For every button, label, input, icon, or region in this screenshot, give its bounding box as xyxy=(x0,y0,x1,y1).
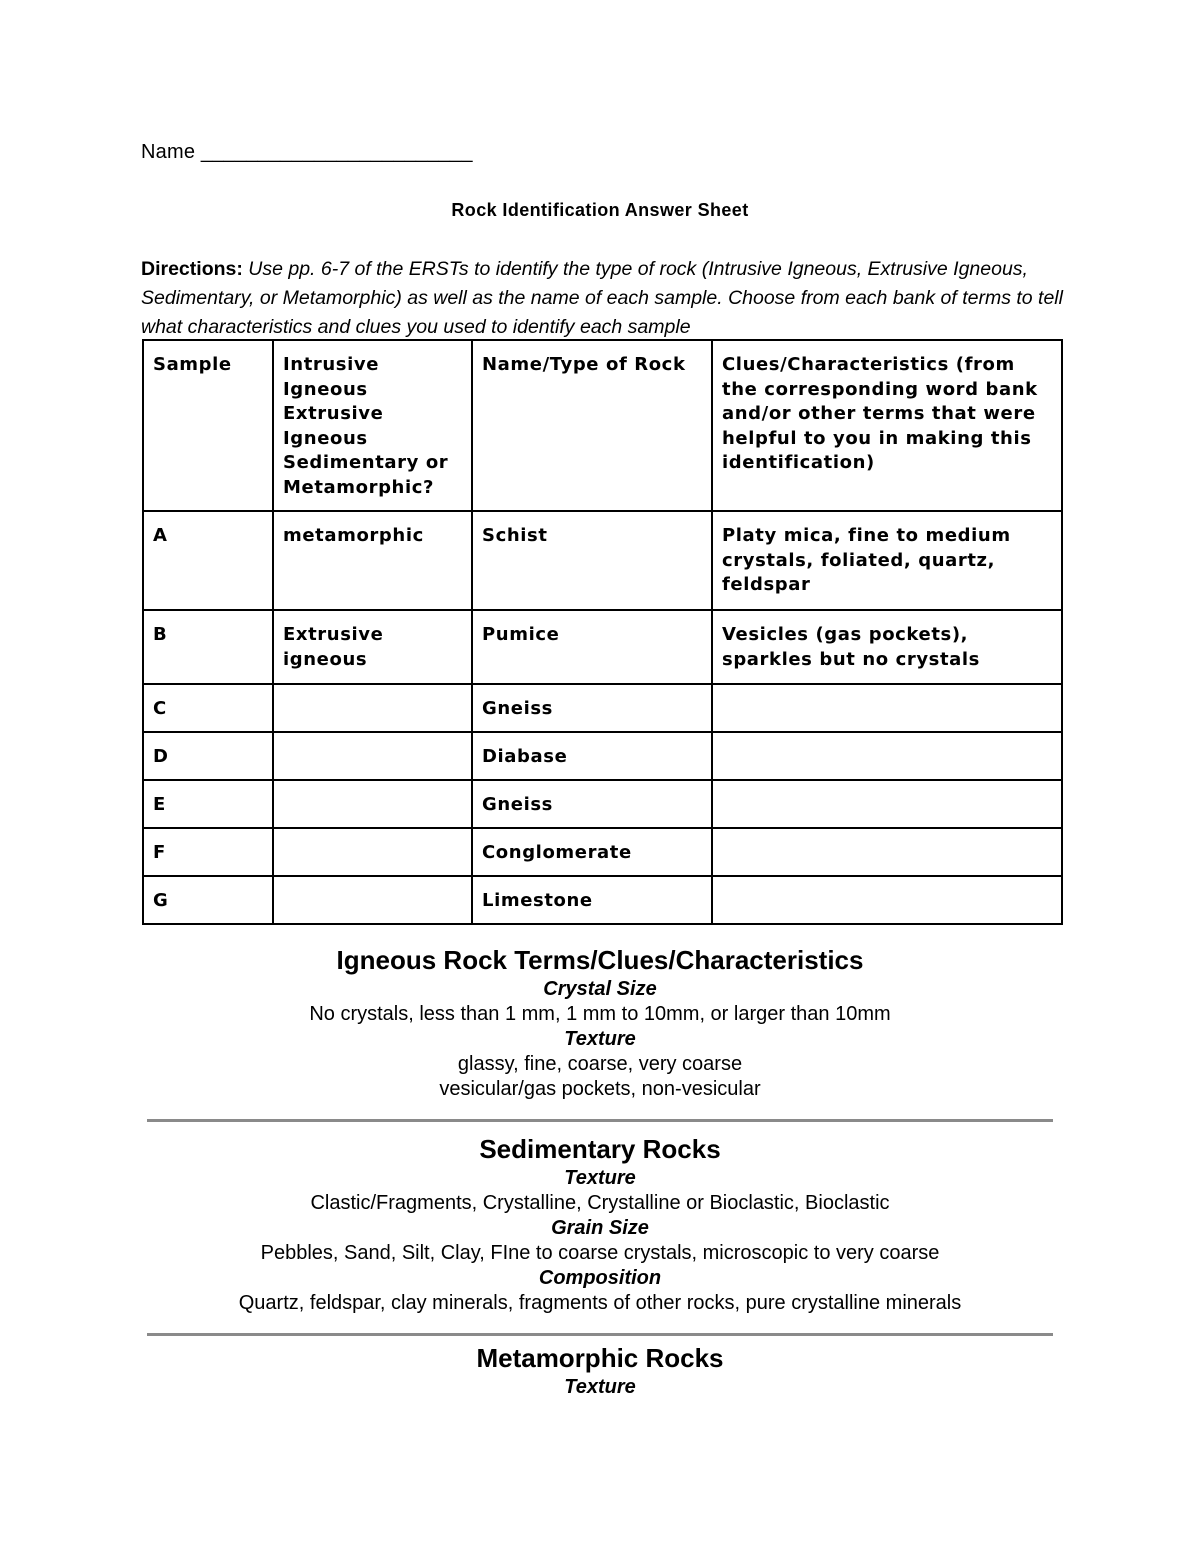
table-header-row xyxy=(143,340,1062,511)
section-divider xyxy=(147,1119,1053,1122)
cell-rock-category xyxy=(273,876,472,924)
directions-text: Use pp. 6-7 of the ERSTs to identify the type of rock (Intrusive Igneous, Extrusive Igneous, Sedimentary, or Metamorphic) as well as the name of each sample. Choose from each bank of terms to tell what characteristics and clues you used to identify each sample xyxy=(141,258,1063,338)
crystal-size-label: Crystal Size xyxy=(543,978,657,1000)
directions-paragraph xyxy=(141,255,1071,342)
cell-rock-name: Pumice xyxy=(472,610,712,684)
name-field-label: Name ________________________ xyxy=(141,141,473,163)
grain-size-text: Pebbles, Sand, Silt, Clay, FIne to coarse crystals, microscopic to very coarse xyxy=(260,1242,940,1264)
directions-label: Directions: xyxy=(141,258,243,280)
cell-clues: Vesicles (gas pockets), sparkles but no crystals xyxy=(712,610,1062,684)
cell-clues: Platy mica, fine to medium crystals, foliated, quartz, feldspar xyxy=(712,511,1062,610)
composition-label: Composition xyxy=(538,1267,662,1289)
table-row xyxy=(143,828,1062,876)
table-row xyxy=(143,876,1062,924)
table-row xyxy=(143,684,1062,732)
metamorphic-texture-label: Texture xyxy=(564,1376,636,1398)
cell-rock-name: Diabase xyxy=(472,732,712,780)
cell-rock-name: Gneiss xyxy=(472,684,712,732)
igneous-vesicular-text: vesicular/gas pockets, non-vesicular xyxy=(439,1078,761,1100)
cell-sample: F xyxy=(143,828,273,876)
crystal-size-text: No crystals, less than 1 mm, 1 mm to 10mm, or larger than 10mm xyxy=(309,1003,891,1025)
cell-sample: B xyxy=(143,610,273,684)
table-row xyxy=(143,780,1062,828)
sedimentary-bank-title: Sedimentary Rocks xyxy=(479,1134,721,1164)
table-row xyxy=(143,511,1062,610)
cell-clues xyxy=(712,876,1062,924)
composition-text: Quartz, feldspar, clay minerals, fragments of other rocks, pure crystalline minerals xyxy=(238,1292,962,1314)
cell-rock-name: Conglomerate xyxy=(472,828,712,876)
rock-identification-table xyxy=(142,339,1063,925)
header-rock-category: Intrusive Igneous Extrusive Igneous Sedimentary or Metamorphic? xyxy=(273,340,472,511)
cell-clues xyxy=(712,780,1062,828)
cell-rock-category xyxy=(273,780,472,828)
igneous-texture-text: glassy, fine, coarse, very coarse xyxy=(457,1053,743,1075)
igneous-bank-title: Igneous Rock Terms/Clues/Characteristics xyxy=(336,945,864,975)
cell-sample: G xyxy=(143,876,273,924)
cell-rock-category xyxy=(273,732,472,780)
cell-clues xyxy=(712,828,1062,876)
header-rock-name: Name/Type of Rock xyxy=(472,340,712,511)
header-clues: Clues/Characteristics (from the corresponding word bank and/or other terms that were helpful to you in making this identification) xyxy=(712,340,1062,511)
igneous-word-bank xyxy=(0,943,1200,1102)
cell-rock-category xyxy=(273,684,472,732)
cell-sample: D xyxy=(143,732,273,780)
cell-sample: C xyxy=(143,684,273,732)
metamorphic-bank-title: Metamorphic Rocks xyxy=(476,1343,724,1373)
table-row xyxy=(143,732,1062,780)
cell-rock-name: Gneiss xyxy=(472,780,712,828)
cell-clues xyxy=(712,732,1062,780)
cell-sample: E xyxy=(143,780,273,828)
cell-rock-category xyxy=(273,828,472,876)
cell-rock-category: metamorphic xyxy=(273,511,472,610)
cell-rock-name: Schist xyxy=(472,511,712,610)
cell-rock-category: Extrusive igneous xyxy=(273,610,472,684)
cell-rock-name: Limestone xyxy=(472,876,712,924)
grain-size-label: Grain Size xyxy=(551,1217,649,1239)
table-row xyxy=(143,610,1062,684)
cell-clues xyxy=(712,684,1062,732)
sedimentary-texture-label: Texture xyxy=(564,1167,636,1189)
igneous-texture-label: Texture xyxy=(564,1028,636,1050)
sedimentary-texture-text: Clastic/Fragments, Crystalline, Crystalline or Bioclastic, Bioclastic xyxy=(310,1192,890,1214)
section-divider xyxy=(147,1333,1053,1336)
cell-sample: A xyxy=(143,511,273,610)
header-sample: Sample xyxy=(143,340,273,511)
document-title: Rock Identification Answer Sheet xyxy=(451,200,749,220)
metamorphic-word-bank xyxy=(0,1341,1200,1400)
sedimentary-word-bank xyxy=(0,1132,1200,1316)
